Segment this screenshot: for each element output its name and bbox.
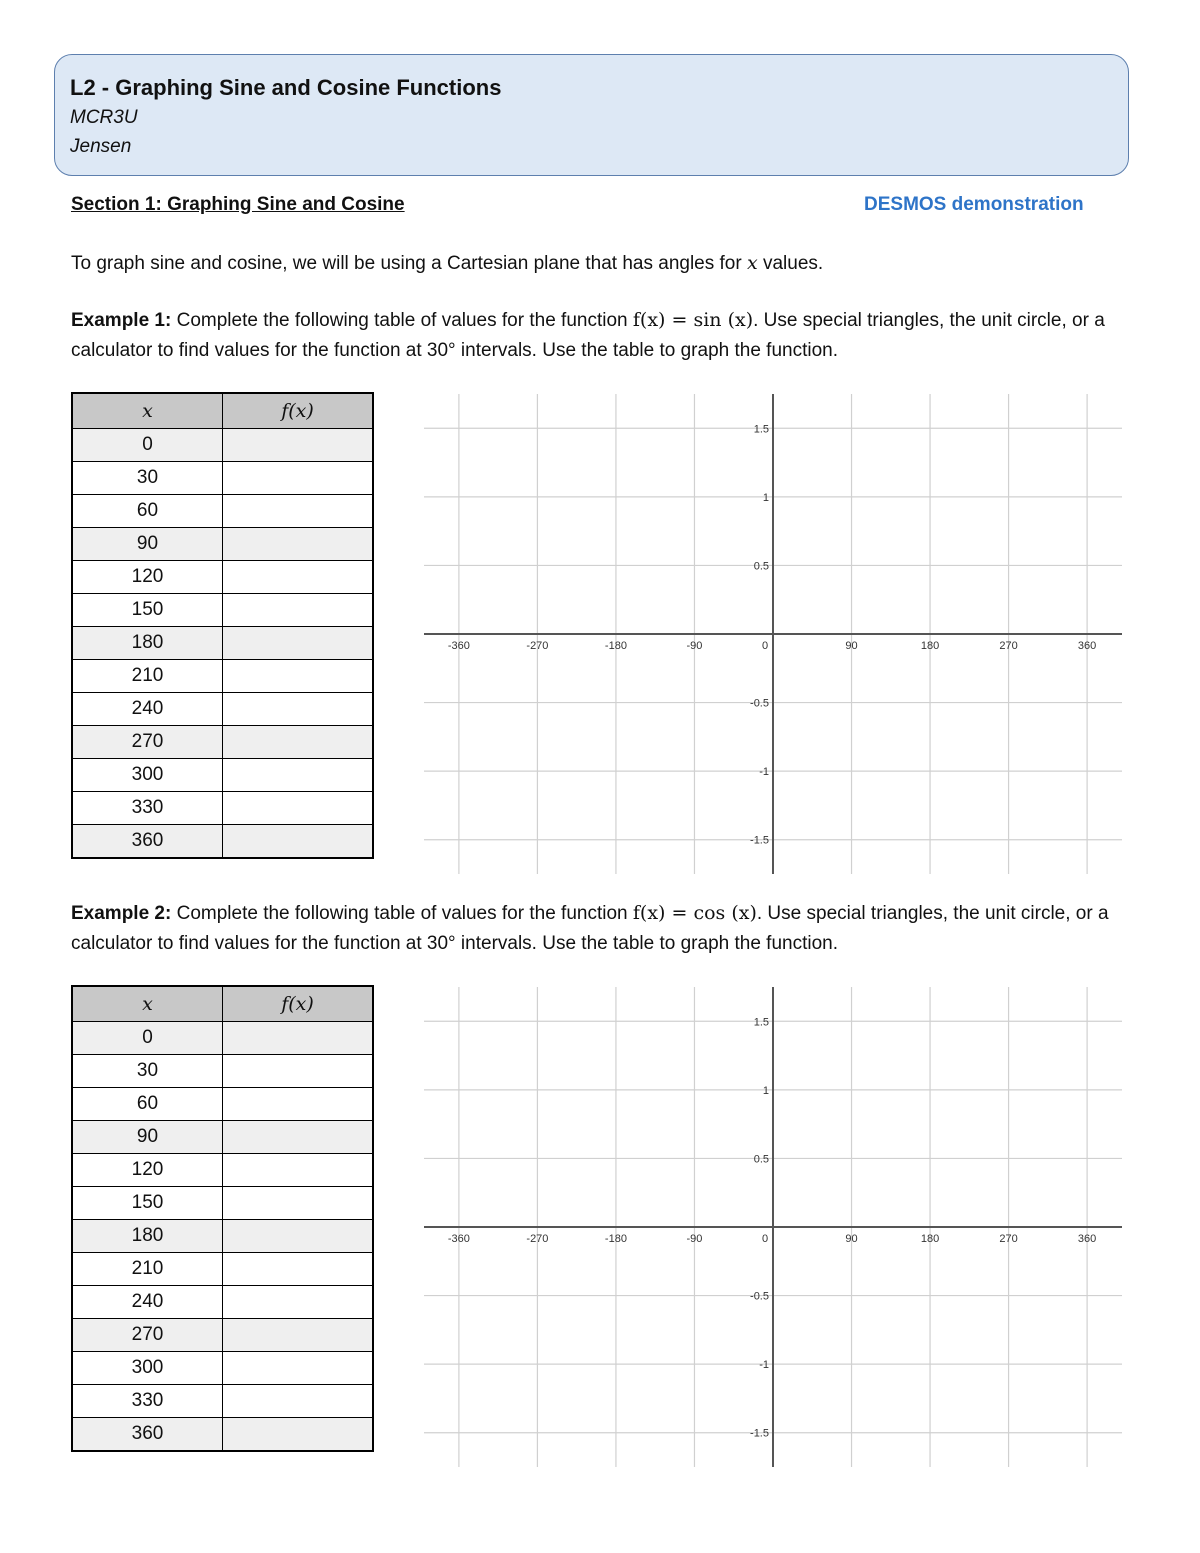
table-row <box>72 1187 373 1220</box>
y-tick-label: 1 <box>762 491 769 504</box>
table-row <box>72 1385 373 1418</box>
example-1-table <box>71 392 374 859</box>
x-value-cell: 240 <box>72 1286 223 1319</box>
y-tick-label: 1.5 <box>753 423 769 436</box>
example-1-table-body <box>72 429 373 859</box>
y-tick-label: -0.5 <box>750 697 769 710</box>
y-tick-label: -1 <box>759 766 769 779</box>
fx-answer-cell[interactable] <box>223 1253 374 1286</box>
example-1-label: Example 1: <box>71 310 172 331</box>
x-tick-label: -360 <box>447 640 470 652</box>
fx-answer-cell[interactable] <box>223 1055 374 1088</box>
table-row <box>72 1286 373 1319</box>
x-tick-label: -270 <box>526 1233 549 1245</box>
fx-answer-cell[interactable] <box>223 1352 374 1385</box>
x-value-cell: 360 <box>72 825 223 859</box>
x-tick-label: 360 <box>1077 640 1097 652</box>
example-1-graph[interactable] <box>424 394 1122 874</box>
fx-answer-cell[interactable] <box>223 1286 374 1319</box>
header-box <box>54 54 1129 176</box>
x-value-cell: 60 <box>72 495 223 528</box>
course-code: MCR3U <box>70 107 138 128</box>
fx-answer-cell[interactable] <box>223 759 374 792</box>
y-tick-label: 1 <box>762 1084 769 1097</box>
table-row <box>72 1418 373 1452</box>
x-value-cell: 30 <box>72 1055 223 1088</box>
table-row <box>72 1319 373 1352</box>
fx-answer-cell[interactable] <box>223 561 374 594</box>
x-value-cell: 210 <box>72 1253 223 1286</box>
x-tick-label: -90 <box>686 640 703 652</box>
fx-answer-cell[interactable] <box>223 792 374 825</box>
x-tick-label: 0 <box>761 640 769 652</box>
table-header-row <box>72 393 373 429</box>
fx-answer-cell[interactable] <box>223 1154 374 1187</box>
table-row <box>72 825 373 859</box>
fx-answer-cell[interactable] <box>223 429 374 462</box>
y-tick-label: -1.5 <box>750 834 769 847</box>
x-value-cell: 300 <box>72 1352 223 1385</box>
x-tick-label: 90 <box>845 640 858 652</box>
x-value-cell: 150 <box>72 1187 223 1220</box>
table-header-row <box>72 986 373 1022</box>
fx-answer-cell[interactable] <box>223 1187 374 1220</box>
table-row <box>72 1055 373 1088</box>
fx-answer-cell[interactable] <box>223 495 374 528</box>
x-tick-label: 90 <box>845 1233 858 1245</box>
table-row <box>72 594 373 627</box>
x-value-cell: 120 <box>72 1154 223 1187</box>
table-row <box>72 660 373 693</box>
table-row <box>72 429 373 462</box>
x-tick-label: -180 <box>604 640 627 652</box>
table-row <box>72 1352 373 1385</box>
fx-answer-cell[interactable] <box>223 825 374 859</box>
fx-answer-cell[interactable] <box>223 627 374 660</box>
x-value-cell: 0 <box>72 1022 223 1055</box>
fx-answer-cell[interactable] <box>223 693 374 726</box>
table-row <box>72 528 373 561</box>
table-header-x: x <box>72 393 223 429</box>
x-value-cell: 360 <box>72 1418 223 1452</box>
x-value-cell: 150 <box>72 594 223 627</box>
fx-answer-cell[interactable] <box>223 660 374 693</box>
example-2-table <box>71 985 374 1452</box>
x-tick-label: -270 <box>526 640 549 652</box>
y-tick-label: 0.5 <box>753 560 769 573</box>
y-tick-label: -1.5 <box>750 1427 769 1440</box>
x-value-cell: 180 <box>72 1220 223 1253</box>
table-row <box>72 1022 373 1055</box>
fx-answer-cell[interactable] <box>223 1385 374 1418</box>
x-tick-label: 270 <box>999 640 1018 652</box>
example-1-text-before: Complete the following table of values for the function <box>171 310 633 331</box>
x-value-cell: 90 <box>72 1121 223 1154</box>
x-value-cell: 60 <box>72 1088 223 1121</box>
table-row <box>72 693 373 726</box>
example-2-function: f(x) = cos (x) <box>632 902 757 924</box>
example-2-table-body <box>72 1022 373 1452</box>
example-1-text-after: . Use special triangles, the unit circle, or a calculator to find values for the function at 30° intervals. Use the table to graph the function. <box>71 310 1105 361</box>
table-row <box>72 1121 373 1154</box>
x-tick-label: 180 <box>920 640 940 652</box>
x-value-cell: 0 <box>72 429 223 462</box>
table-row <box>72 1253 373 1286</box>
fx-answer-cell[interactable] <box>223 726 374 759</box>
table-row <box>72 792 373 825</box>
table-row <box>72 462 373 495</box>
table-header-x: x <box>72 986 223 1022</box>
y-tick-label: 0.5 <box>753 1153 769 1166</box>
desmos-demonstration-link[interactable]: DESMOS demonstration <box>864 194 1084 215</box>
x-tick-label: 360 <box>1077 1233 1097 1245</box>
y-tick-label: -1 <box>759 1359 769 1372</box>
x-value-cell: 240 <box>72 693 223 726</box>
table-row <box>72 1088 373 1121</box>
fx-answer-cell[interactable] <box>223 1220 374 1253</box>
fx-answer-cell[interactable] <box>223 1022 374 1055</box>
x-tick-label: -90 <box>686 1233 703 1245</box>
fx-answer-cell[interactable] <box>223 528 374 561</box>
x-value-cell: 270 <box>72 1319 223 1352</box>
table-row <box>72 1220 373 1253</box>
fx-answer-cell[interactable] <box>223 1088 374 1121</box>
intro-text <box>71 252 823 275</box>
teacher-name: Jensen <box>70 136 132 157</box>
table-row <box>72 627 373 660</box>
x-value-cell: 270 <box>72 726 223 759</box>
example-2-text-after: . Use special triangles, the unit circle, or a calculator to find values for the function at 30° intervals. Use the table to graph the function. <box>71 903 1109 954</box>
example-2-text-before: Complete the following table of values for the function <box>171 903 633 924</box>
table-row <box>72 759 373 792</box>
intro-text-after: values. <box>757 253 824 274</box>
table-header-fx: f(x) <box>223 986 374 1022</box>
y-tick-label: -0.5 <box>750 1290 769 1303</box>
x-tick-label: 0 <box>761 1233 769 1245</box>
x-tick-label: -360 <box>447 1233 470 1245</box>
x-tick-label: 270 <box>999 1233 1018 1245</box>
table-header-fx: f(x) <box>223 393 374 429</box>
x-value-cell: 90 <box>72 528 223 561</box>
section-title: Section 1: Graphing Sine and Cosine <box>71 194 405 215</box>
x-value-cell: 330 <box>72 1385 223 1418</box>
table-row <box>72 495 373 528</box>
x-tick-label: -180 <box>604 1233 627 1245</box>
intro-var: x <box>746 252 758 274</box>
example-1-function: f(x) = sin (x) <box>632 309 754 331</box>
intro-text-before: To graph sine and cosine, we will be using a Cartesian plane that has angles for <box>71 253 747 274</box>
example-2-text <box>71 899 1131 958</box>
fx-answer-cell[interactable] <box>223 1418 374 1452</box>
fx-answer-cell[interactable] <box>223 1319 374 1352</box>
x-value-cell: 330 <box>72 792 223 825</box>
table-row <box>72 1154 373 1187</box>
table-row <box>72 726 373 759</box>
fx-answer-cell[interactable] <box>223 1121 374 1154</box>
y-tick-label: 1.5 <box>753 1016 769 1029</box>
x-value-cell: 120 <box>72 561 223 594</box>
example-2-label: Example 2: <box>71 903 172 924</box>
x-value-cell: 180 <box>72 627 223 660</box>
x-value-cell: 210 <box>72 660 223 693</box>
x-value-cell: 30 <box>72 462 223 495</box>
x-tick-label: 180 <box>920 1233 940 1245</box>
example-1-text <box>71 306 1131 365</box>
page-title: L2 - Graphing Sine and Cosine Functions <box>70 75 502 100</box>
table-row <box>72 561 373 594</box>
x-value-cell: 300 <box>72 759 223 792</box>
fx-answer-cell[interactable] <box>223 594 374 627</box>
example-2-graph[interactable] <box>424 987 1122 1467</box>
fx-answer-cell[interactable] <box>223 462 374 495</box>
